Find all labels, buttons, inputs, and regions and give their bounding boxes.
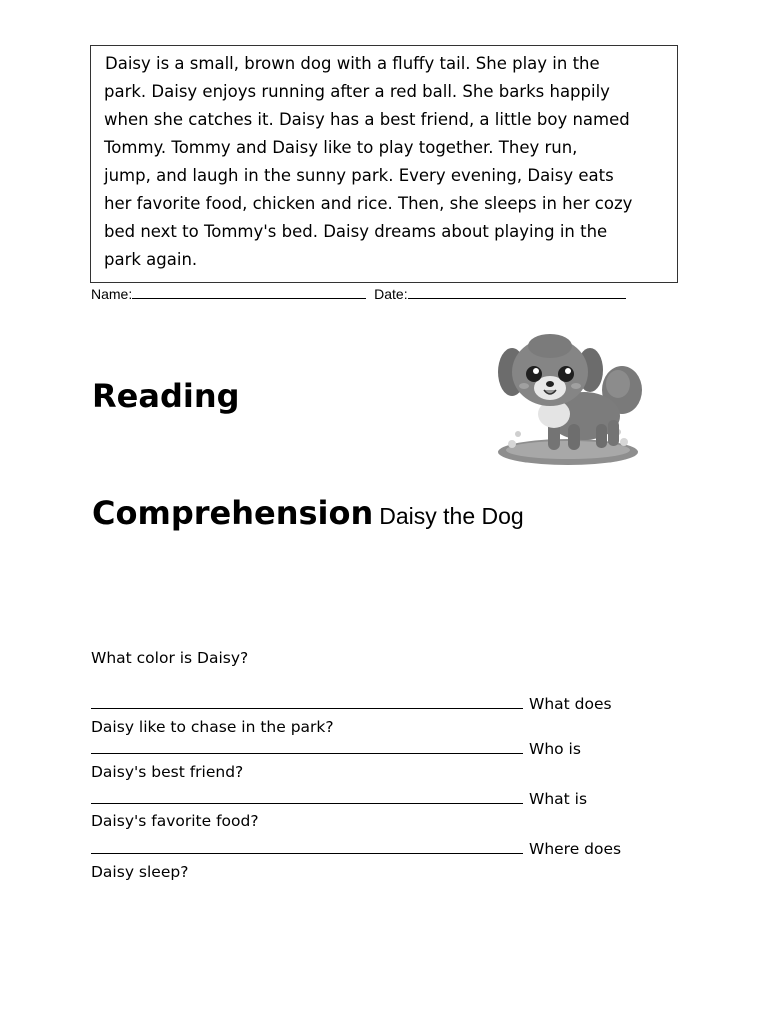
answer-line-1[interactable]: [91, 694, 523, 709]
answer-row-1: [91, 694, 612, 714]
name-field[interactable]: [132, 284, 366, 299]
question-4: Daisy's favorite food?: [91, 812, 259, 830]
worksheet-subtitle: Daisy the Dog: [379, 503, 524, 529]
passage-line: Tommy. Tommy and Daisy like to play together. They run,: [104, 138, 578, 157]
name-date-row: [91, 284, 626, 303]
answer-line-2[interactable]: [91, 739, 523, 754]
cartoon-puppy-icon: [492, 328, 646, 470]
answer-row-4: [91, 839, 621, 859]
question-3-start: Who is: [529, 740, 581, 758]
name-label: Name:: [91, 286, 133, 302]
answer-row-3: [91, 789, 587, 809]
title-row: [92, 493, 524, 536]
answer-line-4[interactable]: [91, 839, 523, 854]
question-2: Daisy like to chase in the park?: [91, 718, 334, 736]
passage-line: when she catches it. Daisy has a best friend, a little boy named: [104, 110, 630, 129]
question-4-start: What is: [529, 790, 588, 808]
passage-line: park. Daisy enjoys running after a red ball. She barks happily: [104, 82, 610, 101]
question-1: What color is Daisy?: [91, 649, 249, 667]
question-2-start: What does: [529, 695, 612, 713]
passage-line: Daisy is a small, brown dog with a fluffy tail. She play in the: [105, 54, 600, 73]
passage-line: jump, and laugh in the sunny park. Every evening, Daisy eats: [104, 166, 614, 185]
reading-passage-box: [90, 45, 678, 283]
date-label: Date:: [374, 286, 408, 302]
date-field[interactable]: [408, 284, 626, 299]
title-reading: Reading: [92, 377, 240, 415]
question-5: Daisy sleep?: [91, 863, 189, 881]
answer-line-3[interactable]: [91, 789, 523, 804]
passage-line: park again.: [104, 250, 198, 269]
question-5-start: Where does: [529, 840, 622, 858]
answer-row-2: [91, 739, 581, 759]
passage-line: bed next to Tommy's bed. Daisy dreams about playing in the: [104, 222, 608, 241]
question-3: Daisy's best friend?: [91, 763, 244, 781]
passage-line: her favorite food, chicken and rice. Then, she sleeps in her cozy: [104, 194, 633, 213]
title-comprehension: Comprehension: [92, 494, 374, 532]
